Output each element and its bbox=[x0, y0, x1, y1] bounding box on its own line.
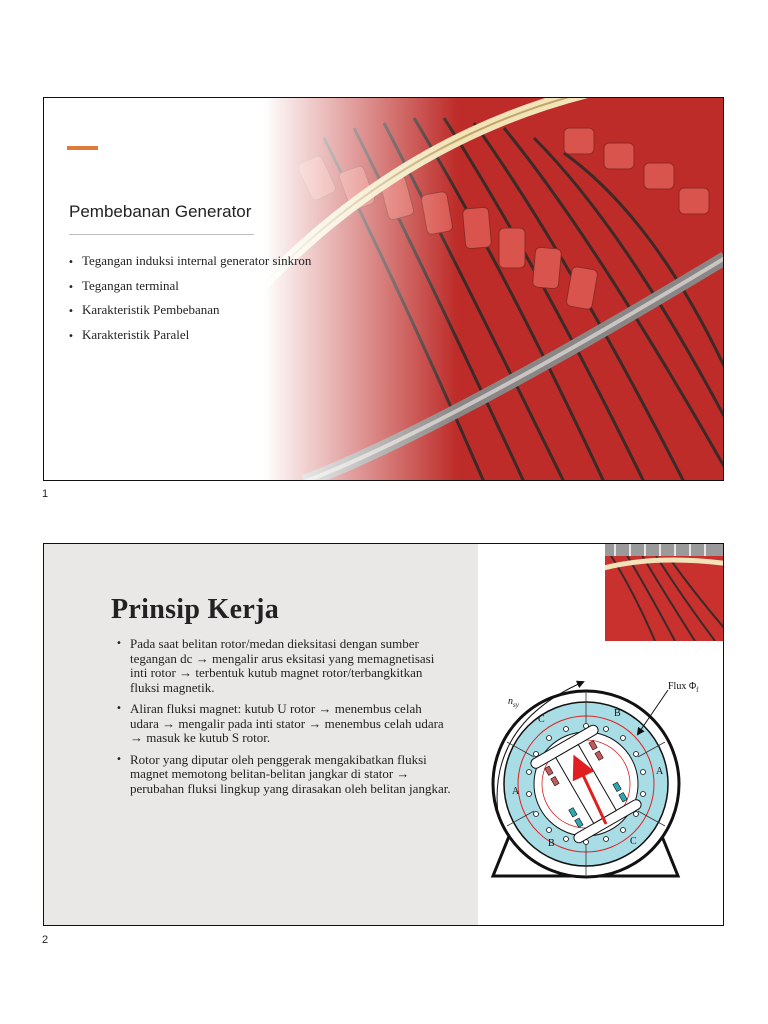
phase-label-b-top: B bbox=[614, 708, 621, 719]
slide-2-title: Prinsip Kerja bbox=[111, 594, 279, 625]
page-number-1: 1 bbox=[42, 488, 49, 500]
phase-label-a-right: A bbox=[656, 766, 664, 777]
phase-label-c-bottom: C bbox=[630, 836, 637, 847]
stator-thumbnail-photo bbox=[605, 544, 724, 641]
speed-label: $n_{sy}$ bbox=[508, 696, 519, 709]
bullet-item: • Rotor yang diputar oleh penggerak mengakibatkan fluksi magnet memotong belitan-belitan jangkar di stator → perubahan fluksi lingkup yang dirasakan oleh belitan jangkar. bbox=[116, 753, 451, 797]
phase-label-b-bottom: B bbox=[548, 838, 555, 849]
bullet-item: • Karakteristik Paralel bbox=[68, 324, 311, 349]
title-underline bbox=[69, 234, 254, 235]
slide-1 bbox=[43, 97, 724, 481]
generator-diagram bbox=[478, 664, 724, 884]
bullet-item: • Karakteristik Pembebanan bbox=[68, 299, 311, 324]
bullet-item: • Aliran fluksi magnet: kutub U rotor → menembus celah udara → mengalir pada inti stator → menembus celah udara → masuk ke kutub S rotor. bbox=[116, 702, 451, 746]
slide-1-title: Pembebanan Generator bbox=[69, 202, 252, 221]
generator-stator-photo bbox=[264, 98, 724, 481]
slide-2 bbox=[43, 543, 724, 926]
bullet-item: • Pada saat belitan rotor/medan dieksitasi dengan sumber tegangan dc → mengalir arus eksitasi yang memagnetisasi inti rotor → terbentuk kutub magnet rotor/terbangkitkan fluksi magnetik. bbox=[116, 637, 451, 695]
phase-label-a-left: A bbox=[512, 786, 520, 797]
bullet-item: • Tegangan terminal bbox=[68, 275, 311, 300]
bullet-item: • Tegangan induksi internal generator sinkron bbox=[68, 250, 311, 275]
phase-label-c-plus: C bbox=[538, 714, 545, 725]
page-number-2: 2 bbox=[42, 934, 49, 946]
title-accent-bar bbox=[67, 146, 98, 150]
flux-label: Flux $\Phi_f$ bbox=[668, 681, 699, 694]
slide-1-bullet-list bbox=[68, 250, 311, 348]
slide-2-bullet-list bbox=[116, 637, 451, 803]
